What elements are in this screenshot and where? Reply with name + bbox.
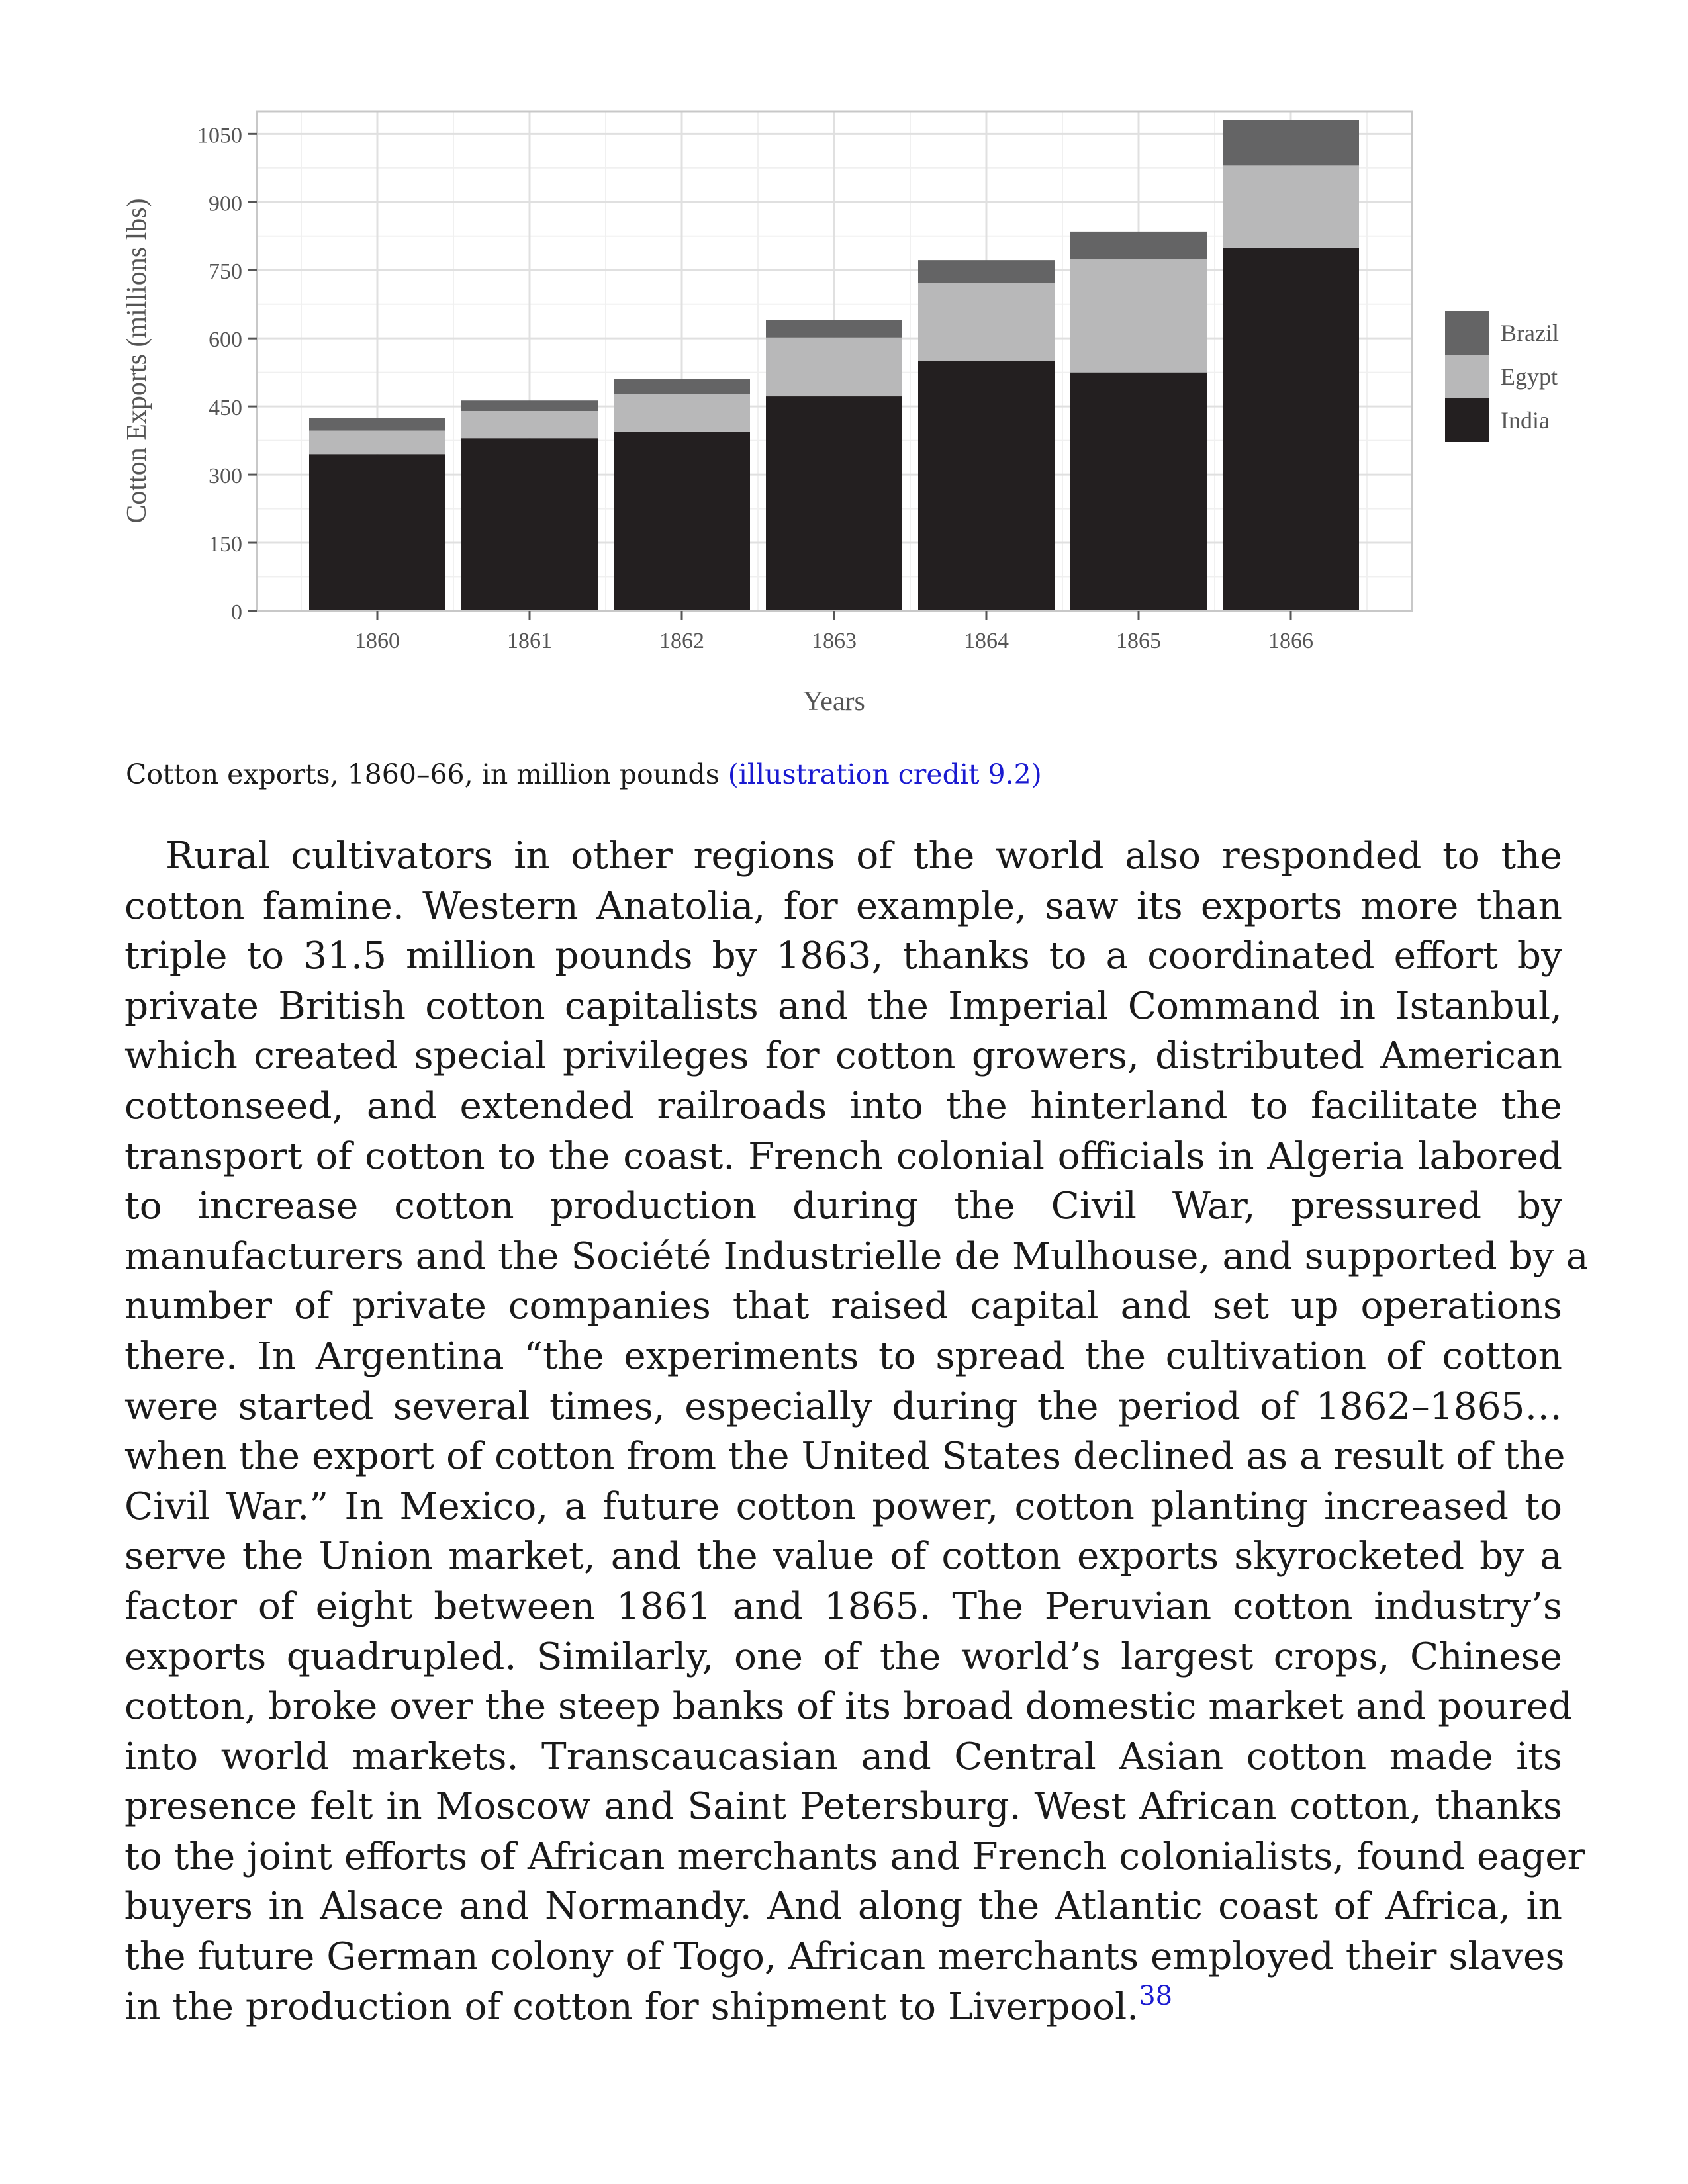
y-tick-label: 750 [209,259,242,285]
body-line: Rural cultivators in other regions of the world also responded to the [165,835,1562,878]
x-tick-label: 1863 [812,629,857,653]
body-line: Civil War.” In Mexico, a future cotton power, cotton planting increased to [124,1484,1562,1528]
bar-brazil-1865 [1070,232,1207,259]
body-line: cotton, broke over the steep banks of its broad domestic market and poured [124,1685,1573,1729]
bar-brazil-1864 [918,260,1055,283]
body-line: factor of eight between 1861 and 1865. The Peruvian cotton industry’s [124,1584,1562,1628]
body-line: to increase cotton production during the Civil War, pressured by [124,1185,1562,1228]
x-tick-label: 1862 [659,629,704,653]
bar-egypt-1864 [918,283,1055,361]
bar-egypt-1863 [766,338,902,396]
caption-text: Cotton exports, 1860–66, in million pounds [126,758,728,790]
figure-caption [126,754,1582,794]
body-line: into world markets. Transcaucasian and Central Asian cotton made its [124,1735,1562,1778]
y-tick-label: 300 [209,464,242,489]
bar-india-1864 [918,361,1055,612]
body-line: cotton famine. Western Anatolia, for example, saw its exports more than [124,884,1562,928]
y-tick-label: 150 [209,532,242,557]
bar-india-1865 [1070,373,1207,611]
legend [1445,311,1559,442]
body-line: transport of cotton to the coast. French colonial officials in Algeria labored [124,1134,1562,1178]
body-line: when the export of cotton from the United States declined as a result of the [124,1435,1566,1479]
bar-egypt-1865 [1070,259,1207,373]
body-line: which created special privileges for cotton growers, distributed American [124,1034,1562,1078]
bar-egypt-1866 [1223,165,1359,248]
y-axis [197,123,257,625]
body-line: to the joint efforts of African merchants and French colonialists, found eager [124,1835,1585,1878]
bar-brazil-1861 [461,400,598,411]
body-line: manufacturers and the Société Industrielle de Mulhouse, and supported by a [124,1234,1589,1278]
y-tick-label: 600 [209,328,242,353]
body-line: cottonseed, and extended railroads into the hinterland to facilitate the [124,1084,1562,1128]
body-line: serve the Union market, and the value of cotton exports skyrocketed by a [124,1535,1562,1578]
legend-label-brazil: Brazil [1501,320,1559,346]
bar-brazil-1860 [309,418,445,431]
legend-label-india: India [1501,407,1550,433]
body-line: number of private companies that raised capital and set up operations [124,1285,1562,1328]
y-tick-label: 1050 [197,123,242,148]
y-tick-label: 450 [209,396,242,421]
bar-brazil-1863 [766,320,902,338]
bar-india-1860 [309,454,445,611]
bar-egypt-1862 [614,394,750,432]
body-line: in the production of cotton for shipment to Liverpool.$^{38}$ [124,1980,1173,2028]
bar-india-1862 [614,432,750,611]
illustration-credit-link[interactable]: (illustration credit 9.2) [727,758,1042,790]
legend-swatch-egypt [1445,355,1489,398]
cotton-exports-chart [0,0,1688,728]
x-tick-label: 1864 [964,629,1009,653]
x-axis [355,611,1313,653]
footnote-link[interactable]: 38 [1139,1980,1173,2011]
bar-india-1863 [766,396,902,611]
y-axis-title: Cotton Exports (millions lbs) [122,198,152,523]
bar-india-1861 [461,438,598,611]
bar-india-1866 [1223,248,1359,611]
y-tick-label: 0 [231,600,242,625]
legend-swatch-india [1445,398,1489,442]
x-tick-label: 1866 [1268,629,1313,653]
x-tick-label: 1860 [355,629,400,653]
x-tick-label: 1865 [1116,629,1161,653]
body-line: private British cotton capitalists and the Imperial Command in Istanbul, [124,984,1562,1028]
body-line: presence felt in Moscow and Saint Petersburg. West African cotton, thanks [124,1785,1562,1829]
body-line: the future German colony of Togo, African merchants employed their slaves [124,1935,1565,1979]
bar-brazil-1862 [614,379,750,394]
x-axis-title: Years [803,686,865,717]
bar-egypt-1860 [309,431,445,455]
body-line: triple to 31.5 million pounds by 1863, thanks to a coordinated effort by [124,934,1562,978]
body-line: exports quadrupled. Similarly, one of the world’s largest crops, Chinese [124,1635,1562,1678]
body-line: were started several times, especially during the period of 1862–1865… [124,1385,1562,1428]
body-paragraph [124,831,1589,2032]
bar-brazil-1866 [1223,120,1359,166]
y-tick-label: 900 [209,191,242,216]
legend-label-egypt: Egypt [1501,363,1558,390]
legend-swatch-brazil [1445,311,1489,355]
body-line: buyers in Alsace and Normandy. And along the Atlantic coast of Africa, in [124,1885,1562,1929]
body-line: there. In Argentina “the experiments to spread the cultivation of cotton [124,1334,1562,1378]
bar-egypt-1861 [461,411,598,438]
x-tick-label: 1861 [507,629,552,653]
